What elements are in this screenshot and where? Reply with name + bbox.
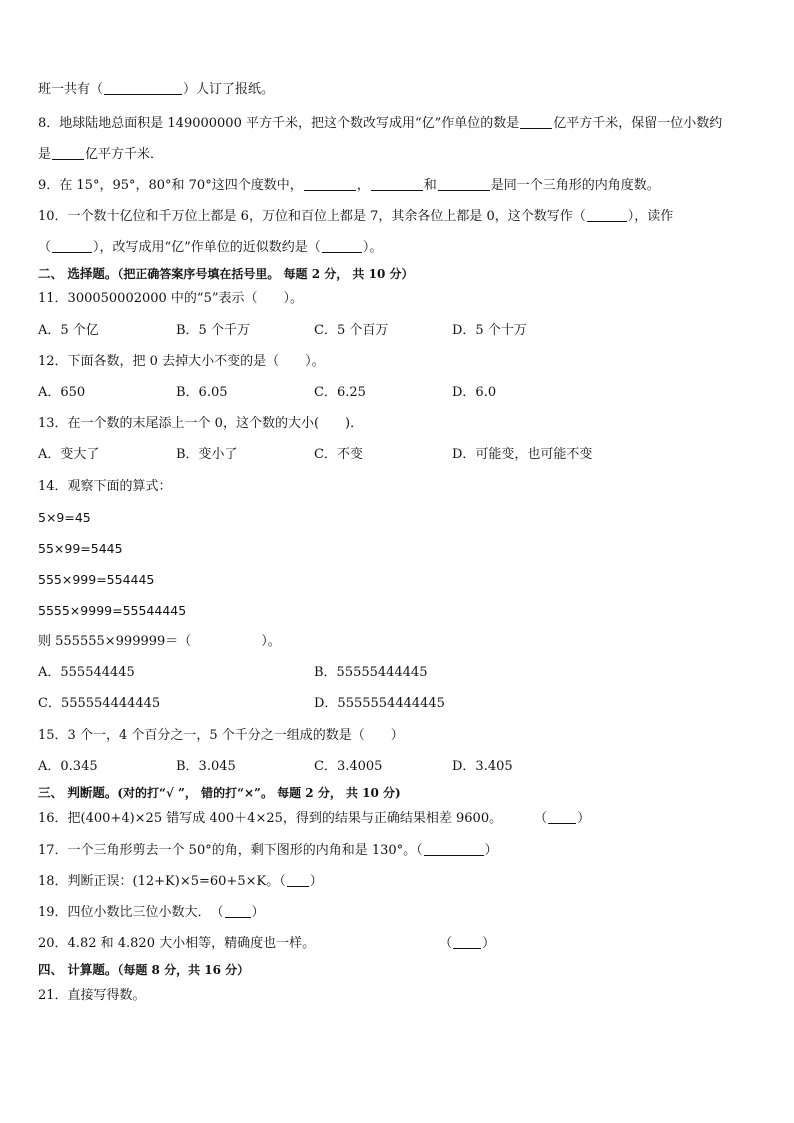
section-2-title: 二、 选择题。: [38, 266, 118, 281]
q17-text: 17．一个三角形剪去一个 50°的角，剩下图形的内角和是 130°。（: [38, 843, 423, 858]
q15-option-a[interactable]: A．0.345: [38, 759, 98, 774]
q13-option-b[interactable]: B．变小了: [176, 447, 238, 462]
q20-close-paren: ）: [482, 936, 496, 951]
q9-answer-blank-1[interactable]: [304, 177, 356, 191]
q15-option-d[interactable]: D．3.405: [452, 759, 513, 774]
q16-close-paren: ）: [577, 811, 591, 826]
q14-ask-text-b: ）。: [261, 634, 281, 649]
q17-close-paren: ）: [484, 843, 498, 858]
q13-option-c[interactable]: C．不变: [314, 447, 363, 462]
q14-equation-4: 5555×9999=55544445: [38, 603, 187, 618]
question-11-stem: 11．300050002000 中的“5”表示（ ）。: [38, 291, 303, 306]
question-16: [38, 810, 590, 828]
q15-option-b[interactable]: B．3.045: [176, 759, 236, 774]
q16-text: 16．把(400+4)×25 错写成 400＋4×25，得到的结果与正确结果相差 9600。: [38, 811, 503, 826]
question-18: [38, 873, 323, 891]
section-2-heading: [38, 265, 413, 283]
q12-option-c[interactable]: C．6.25: [314, 385, 366, 400]
q14-option-d[interactable]: D．5555554444445: [314, 696, 445, 711]
q9-text-d: 是同一个三角形的内角度数。: [490, 178, 660, 193]
q9-text-b: ，: [356, 178, 370, 193]
question-8-line-1: [38, 115, 722, 133]
q11-option-b[interactable]: B．5 个千万: [176, 323, 250, 338]
q10-text-a: 10．一个数十亿位和千万位上都是 6，万位和百位上都是 7，其余各位上都是 0，这个数写作（: [38, 209, 586, 224]
q14-ask: [38, 633, 281, 651]
q17-answer-blank[interactable]: [424, 842, 484, 856]
question-9: [38, 177, 660, 195]
question-15-stem: 15．3 个一，4 个百分之一，5 个千分之一组成的数是（ ）: [38, 728, 404, 743]
question-10-line-1: [38, 208, 673, 226]
q19-text: 19．四位小数比三位小数大． （: [38, 905, 224, 920]
q9-text-c: 和: [423, 178, 437, 193]
question-10-line-2: [38, 239, 382, 257]
q18-close-paren: ）: [309, 874, 323, 889]
q11-option-a[interactable]: A．5 个亿: [38, 323, 99, 338]
q8-answer-blank-2[interactable]: [52, 146, 84, 160]
q12-option-d[interactable]: D．6.0: [452, 385, 497, 400]
question-14-stem: 14．观察下面的算式：: [38, 479, 172, 494]
question-17: [38, 842, 498, 860]
section-3-note: (对的打“√ ”， 错的打“×”。 每题 2 分， 共 10 分): [117, 786, 401, 800]
q8-text-b: 亿平方千米，保留一位小数约: [553, 116, 723, 131]
question-13-stem: 13．在一个数的末尾添上一个 0，这个数的大小( )．: [38, 416, 364, 431]
q15-option-c[interactable]: C．3.4005: [314, 759, 383, 774]
q13-option-d[interactable]: D．可能变，也可能不变: [452, 447, 593, 462]
section-4-title: 四、 计算题。: [38, 962, 118, 977]
q8-text-c: 是: [38, 147, 52, 162]
q11-option-d[interactable]: D．5 个十万: [452, 323, 527, 338]
question-19: [38, 904, 265, 922]
section-3-heading: [38, 784, 401, 802]
q14-equation-1: 5×9=45: [38, 510, 91, 525]
section-4-note: （每题 8 分，共 16 分）: [117, 963, 250, 977]
question-7-tail: [38, 81, 274, 99]
q8-text-d: 亿平方千米．: [85, 147, 164, 162]
q14-equation-2: 55×99=5445: [38, 541, 123, 556]
q20-text: 20．4.82 和 4.820 大小相等，精确度也一样。: [38, 936, 316, 951]
question-21-stem: 21．直接写得数。: [38, 988, 146, 1003]
q13-option-a[interactable]: A．变大了: [38, 447, 100, 462]
question-20: [38, 935, 495, 953]
q11-option-c[interactable]: C．5 个百万: [314, 323, 389, 338]
question-8-line-2: [38, 146, 163, 164]
section-3-title: 三、 判断题。: [38, 785, 118, 800]
q14-option-b[interactable]: B．55555444445: [314, 665, 428, 680]
q8-answer-blank-1[interactable]: [520, 115, 552, 129]
q7-text-a: 班一共有（: [38, 82, 104, 97]
q16-answer-blank[interactable]: [548, 810, 576, 824]
q19-close-paren: ）: [251, 905, 265, 920]
q20-answer-blank[interactable]: [453, 935, 481, 949]
q14-equation-3: 555×999=554445: [38, 572, 155, 587]
q10-text-c: （: [38, 240, 52, 255]
q12-option-a[interactable]: A．650: [38, 385, 86, 400]
q7-answer-blank[interactable]: [104, 81, 182, 95]
q10-answer-blank-3[interactable]: [322, 239, 362, 253]
q9-answer-blank-2[interactable]: [371, 177, 423, 191]
q14-option-c[interactable]: C．555554444445: [38, 696, 161, 711]
q9-answer-blank-3[interactable]: [438, 177, 490, 191]
q10-answer-blank-2[interactable]: [52, 239, 92, 253]
q7-text-b: ）人订了报纸。: [183, 82, 275, 97]
question-12-stem: 12．下面各数，把 0 去掉大小不变的是（ ）。: [38, 354, 325, 369]
q9-text-a: 9．在 15°，95°，80°和 70°这四个度数中，: [38, 178, 303, 193]
q14-option-a[interactable]: A．555544445: [38, 665, 135, 680]
q14-ask-text-a: 则 555555×999999＝（: [38, 634, 192, 649]
q19-answer-blank[interactable]: [225, 904, 251, 918]
section-4-heading: [38, 961, 249, 979]
q18-text: 18．判断正误：(12+K)×5=60+5×K。（: [38, 874, 286, 889]
q18-answer-blank[interactable]: [287, 873, 309, 887]
q10-text-b: ），读作: [627, 209, 674, 224]
q10-text-d: ），改写成用“亿”作单位的近似数约是（: [93, 240, 321, 255]
q10-text-e: ）。: [362, 240, 383, 255]
q16-open-paren: （: [534, 811, 548, 826]
q10-answer-blank-1[interactable]: [587, 208, 627, 222]
q8-text-a: 8．地球陆地总面积是 149000000 平方千米，把这个数改写成用“亿”作单位的数是: [38, 116, 520, 131]
q20-open-paren: （: [439, 936, 453, 951]
section-2-note: （把正确答案序号填在括号里。 每题 2 分， 共 10 分）: [117, 267, 414, 281]
q12-option-b[interactable]: B．6.05: [176, 385, 228, 400]
